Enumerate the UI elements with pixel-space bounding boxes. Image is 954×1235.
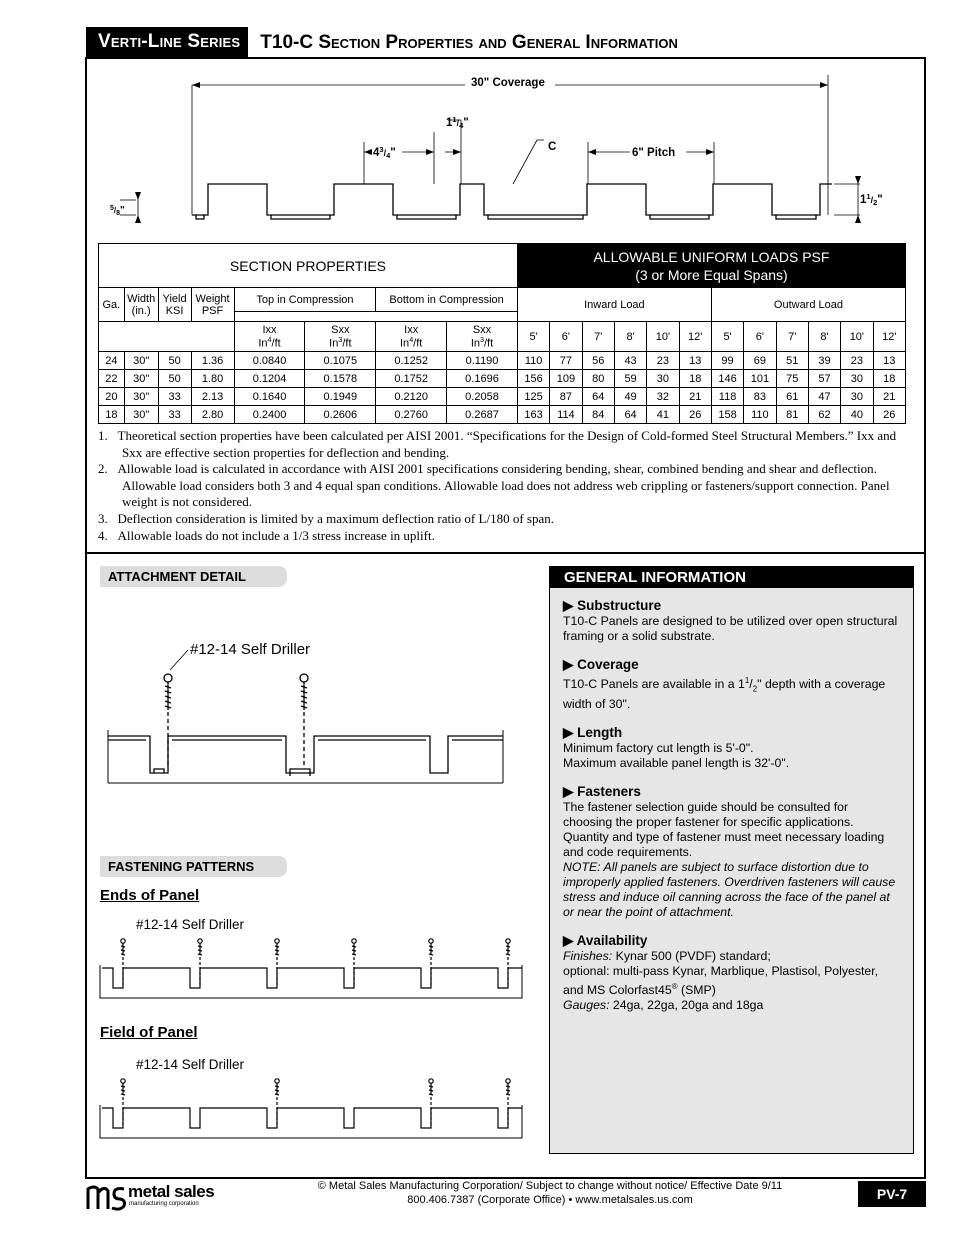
footnote: 1. Theoretical section properties have been calculated per AISI 2001. “Specifications for the Design of Cold-formed Steel Structural Members.” Ixx and Sxx are effective section properties for deflection and bending. bbox=[98, 428, 897, 460]
inward-span-header: 6' bbox=[550, 322, 582, 352]
footnote: 3. Deflection consideration is limited by a maximum deflection ratio of L/180 of span. bbox=[98, 510, 554, 526]
screw-icon bbox=[506, 1079, 510, 1125]
cell-outward-load: 69 bbox=[744, 352, 776, 370]
col-inward-load: Inward Load bbox=[517, 288, 711, 322]
screw-icon bbox=[198, 939, 202, 985]
general-information-panel bbox=[549, 566, 914, 1154]
inward-span-header: 8' bbox=[614, 322, 646, 352]
cell-ga: 20 bbox=[99, 388, 125, 406]
col-weight: Weight PSF bbox=[191, 288, 234, 322]
arrow-icon: ▶ bbox=[563, 598, 574, 613]
cell-inward-load: 163 bbox=[517, 406, 549, 424]
gauges-text: Gauges: 24ga, 22ga, 20ga and 18ga bbox=[563, 997, 764, 1012]
cell-inward-load: 26 bbox=[679, 406, 711, 424]
cell-inward-load: 49 bbox=[614, 388, 646, 406]
finishes-text: Finishes: Kynar 500 (PVDF) standard; bbox=[563, 948, 771, 963]
field-of-panel-drawing bbox=[98, 1075, 528, 1145]
centerline-label: C bbox=[548, 141, 557, 153]
cell-inward-load: 156 bbox=[517, 370, 549, 388]
cell-outward-load: 30 bbox=[841, 370, 873, 388]
col-top-compression: Top in Compression bbox=[234, 288, 376, 312]
cell-weight: 1.80 bbox=[191, 370, 234, 388]
cell-inward-load: 13 bbox=[679, 352, 711, 370]
cell-top-sxx: 0.1949 bbox=[305, 388, 376, 406]
substructure-heading: ▶ Substructure bbox=[563, 598, 662, 613]
allowable-loads-heading: ALLOWABLE UNIFORM LOADS PSF (3 or More Equal Spans) bbox=[517, 244, 905, 288]
cell-outward-load: 13 bbox=[873, 352, 905, 370]
ends-of-panel-drawing bbox=[98, 935, 528, 1005]
cell-outward-load: 75 bbox=[776, 370, 808, 388]
screw-icon bbox=[275, 1079, 279, 1125]
rib-top-dim-label: $1^1_/4$" bbox=[446, 115, 469, 130]
contact-text: 800.406.7387 (Corporate Office) • www.metalsales.us.com bbox=[407, 1193, 693, 1206]
cell-outward-load: 57 bbox=[808, 370, 840, 388]
cell-inward-load: 56 bbox=[582, 352, 614, 370]
cell-yield: 33 bbox=[158, 388, 191, 406]
length-max-text: Maximum available panel length is 32'-0". bbox=[563, 755, 790, 770]
cell-outward-load: 62 bbox=[808, 406, 840, 424]
cell-outward-load: 51 bbox=[776, 352, 808, 370]
section-divider bbox=[85, 552, 926, 554]
cell-bottom-sxx: 0.2687 bbox=[447, 406, 518, 424]
cell-bottom-ixx: 0.2760 bbox=[376, 406, 447, 424]
section-properties-table bbox=[98, 243, 906, 424]
cell-outward-load: 18 bbox=[873, 370, 905, 388]
copyright-text: © Metal Sales Manufacturing Corporation/ Subject to change without notice/ Effective Date 9/11 bbox=[317, 1180, 783, 1192]
cell-inward-load: 114 bbox=[550, 406, 582, 424]
cell-inward-load: 125 bbox=[517, 388, 549, 406]
cell-outward-load: 101 bbox=[744, 370, 776, 388]
screw-icon bbox=[300, 674, 308, 768]
outward-span-header: 8' bbox=[808, 322, 840, 352]
outward-span-header: 5' bbox=[711, 322, 743, 352]
general-information-heading: GENERAL INFORMATION bbox=[550, 567, 913, 588]
cell-outward-load: 83 bbox=[744, 388, 776, 406]
ms-logo-icon bbox=[86, 1183, 126, 1211]
cell-outward-load: 81 bbox=[776, 406, 808, 424]
cell-inward-load: 32 bbox=[647, 388, 679, 406]
footer-info bbox=[300, 1180, 800, 1207]
cell-inward-load: 23 bbox=[647, 352, 679, 370]
footnote: 2. Allowable load is calculated in accordance with AISI 2001 specifications considering bending, shear, combined bending and shear and deflection. Allowable load considers both 3 and 4 equal span conditions. Allowable load does not address web crippling or fasteners/support connection. Panel weight is not considered. bbox=[98, 461, 890, 510]
support-line bbox=[100, 1105, 522, 1138]
cell-top-ixx: 0.0840 bbox=[234, 352, 305, 370]
inward-span-header: 7' bbox=[582, 322, 614, 352]
cell-inward-load: 64 bbox=[614, 406, 646, 424]
cell-outward-load: 158 bbox=[711, 406, 743, 424]
rib-width-dim-label: $4^3_/4$" bbox=[373, 145, 396, 160]
cell-weight: 2.80 bbox=[191, 406, 234, 424]
length-heading: ▶ Length bbox=[563, 724, 623, 740]
cell-weight: 2.13 bbox=[191, 388, 234, 406]
screw-icon bbox=[275, 939, 279, 985]
pitch-dim-label: 6" Pitch bbox=[632, 147, 676, 159]
cell-inward-load: 59 bbox=[614, 370, 646, 388]
arrow-icon: ▶ bbox=[563, 783, 574, 799]
cell-outward-load: 30 bbox=[841, 388, 873, 406]
inward-span-header: 10' bbox=[647, 322, 679, 352]
cell-outward-load: 110 bbox=[744, 406, 776, 424]
cell-top-sxx: 0.1578 bbox=[305, 370, 376, 388]
top-ixx-header: Ixx In$^4$/ft bbox=[234, 322, 305, 352]
coverage-text: T10-C Panels are available in a $1^1/_2$" depth with a coverage width of 30". bbox=[563, 676, 886, 711]
cell-yield: 50 bbox=[158, 370, 191, 388]
cell-outward-load: 21 bbox=[873, 388, 905, 406]
cell-ga: 24 bbox=[99, 352, 125, 370]
top-sxx-header: Sxx In$^3$/ft bbox=[305, 322, 376, 352]
fasteners-heading: ▶ Fasteners bbox=[563, 783, 641, 799]
col-bottom-compression: Bottom in Compression bbox=[376, 288, 518, 312]
cell-top-sxx: 0.1075 bbox=[305, 352, 376, 370]
cell-bottom-sxx: 0.1696 bbox=[447, 370, 518, 388]
cell-outward-load: 47 bbox=[808, 388, 840, 406]
fasteners-text: The fastener selection guide should be consulted for choosing the proper fastener for specific applications. Quantity and type of fastener must meet necessary loading and code requirements. bbox=[563, 799, 885, 859]
cell-width: 30" bbox=[124, 406, 158, 424]
col-ga: Ga. bbox=[99, 288, 125, 322]
cell-width: 30" bbox=[124, 370, 158, 388]
cell-inward-load: 80 bbox=[582, 370, 614, 388]
cell-inward-load: 84 bbox=[582, 406, 614, 424]
substructure-text: T10-C Panels are designed to be utilized over open structural framing or a solid substrate. bbox=[563, 614, 898, 643]
ends-fastener-label: #12-14 Self Driller bbox=[136, 917, 245, 932]
footnotes bbox=[98, 428, 898, 544]
metal-sales-logo: metal sales manufacturing corporation bbox=[86, 1183, 246, 1213]
cell-inward-load: 110 bbox=[517, 352, 549, 370]
cell-bottom-ixx: 0.1252 bbox=[376, 352, 447, 370]
footnote: 4. Allowable loads do not include a 1/3 stress increase in uplift. bbox=[98, 527, 435, 543]
cell-bottom-sxx: 0.2058 bbox=[447, 388, 518, 406]
cell-inward-load: 64 bbox=[582, 388, 614, 406]
coverage-heading: ▶ Coverage bbox=[563, 657, 639, 672]
cell-inward-load: 18 bbox=[679, 370, 711, 388]
availability-heading: ▶ Availability bbox=[563, 932, 648, 948]
cell-top-sxx: 0.2606 bbox=[305, 406, 376, 424]
panel-profile-line bbox=[192, 184, 832, 215]
length-min-text: Minimum factory cut length is 5'-0". bbox=[563, 740, 754, 755]
bottom-ixx-header: Ixx In$^4$/ft bbox=[376, 322, 447, 352]
section-properties-heading: SECTION PROPERTIES bbox=[99, 244, 518, 288]
field-of-panel-title: Field of Panel bbox=[100, 1024, 198, 1041]
table-body bbox=[99, 352, 906, 424]
cell-outward-load: 39 bbox=[808, 352, 840, 370]
cell-ga: 18 bbox=[99, 406, 125, 424]
cell-yield: 33 bbox=[158, 406, 191, 424]
table-row bbox=[99, 352, 906, 370]
cell-weight: 1.36 bbox=[191, 352, 234, 370]
fasteners-note: NOTE: All panels are subject to surface distortion due to improperly applied fasteners. Overdriven fasteners will cause stress and induce oil canning across the face of the panel at or near the point of attachment. bbox=[563, 859, 896, 919]
panel-profile-line bbox=[102, 968, 522, 988]
cell-outward-load: 61 bbox=[776, 388, 808, 406]
screw-icon bbox=[429, 1079, 433, 1125]
support-line bbox=[100, 965, 522, 998]
cell-top-ixx: 0.2400 bbox=[234, 406, 305, 424]
cell-top-ixx: 0.1640 bbox=[234, 388, 305, 406]
table-row bbox=[99, 406, 906, 424]
cell-width: 30" bbox=[124, 388, 158, 406]
screw-icon bbox=[352, 939, 356, 985]
screw-icon bbox=[121, 1079, 125, 1125]
inward-span-header: 12' bbox=[679, 322, 711, 352]
panel-profile-diagram bbox=[100, 70, 900, 235]
cell-inward-load: 87 bbox=[550, 388, 582, 406]
cell-top-ixx: 0.1204 bbox=[234, 370, 305, 388]
col-width: Width (in.) bbox=[124, 288, 158, 322]
coverage-dim-label: 30" Coverage bbox=[471, 77, 545, 89]
cell-bottom-sxx: 0.1190 bbox=[447, 352, 518, 370]
cell-bottom-ixx: 0.1752 bbox=[376, 370, 447, 388]
col-yield: Yield KSI bbox=[158, 288, 191, 322]
lip-dim-label: $^5_{/8}$" bbox=[110, 205, 125, 217]
cell-inward-load: 109 bbox=[550, 370, 582, 388]
attachment-detail-heading: ATTACHMENT DETAIL bbox=[100, 566, 287, 587]
page-title: T10-C Section Properties and General Information bbox=[260, 32, 678, 53]
cell-inward-load: 41 bbox=[647, 406, 679, 424]
cell-outward-load: 26 bbox=[873, 406, 905, 424]
cell-ga: 22 bbox=[99, 370, 125, 388]
outward-span-header: 7' bbox=[776, 322, 808, 352]
bottom-sxx-header: Sxx In$^3$/ft bbox=[447, 322, 518, 352]
cell-outward-load: 23 bbox=[841, 352, 873, 370]
outward-span-header: 12' bbox=[873, 322, 905, 352]
ends-of-panel-title: Ends of Panel bbox=[100, 887, 200, 904]
cell-yield: 50 bbox=[158, 352, 191, 370]
panel-profile-line bbox=[102, 1108, 522, 1128]
cell-inward-load: 43 bbox=[614, 352, 646, 370]
page-header bbox=[86, 27, 678, 57]
inward-span-header: 5' bbox=[517, 322, 549, 352]
col-outward-load: Outward Load bbox=[711, 288, 905, 322]
cell-bottom-ixx: 0.2120 bbox=[376, 388, 447, 406]
cell-inward-load: 21 bbox=[679, 388, 711, 406]
field-fastener-label: #12-14 Self Driller bbox=[136, 1057, 245, 1072]
attachment-detail-drawing bbox=[100, 638, 510, 798]
cell-outward-load: 118 bbox=[711, 388, 743, 406]
table-row bbox=[99, 370, 906, 388]
screw-icon bbox=[429, 939, 433, 985]
table-row bbox=[99, 388, 906, 406]
arrow-icon: ▶ bbox=[563, 724, 574, 740]
cell-inward-load: 30 bbox=[647, 370, 679, 388]
optional-finishes-text: optional: multi-pass Kynar, Marblique, Plastisol, Polyester, and MS Colorfast45® (SMP) bbox=[563, 963, 879, 997]
arrow-icon: ▶ bbox=[563, 657, 574, 672]
cell-inward-load: 77 bbox=[550, 352, 582, 370]
outward-span-header: 6' bbox=[744, 322, 776, 352]
fastening-patterns-heading: FASTENING PATTERNS bbox=[100, 856, 287, 877]
cell-outward-load: 40 bbox=[841, 406, 873, 424]
attachment-fastener-label: #12-14 Self Driller bbox=[190, 641, 311, 658]
page-number: PV-7 bbox=[858, 1181, 926, 1207]
depth-dim-label: $1^1_/2$" bbox=[860, 192, 883, 207]
cell-outward-load: 99 bbox=[711, 352, 743, 370]
cell-width: 30" bbox=[124, 352, 158, 370]
arrow-icon: ▶ bbox=[563, 932, 574, 948]
screw-icon bbox=[121, 939, 125, 985]
screw-icon bbox=[506, 939, 510, 985]
series-badge: Verti-Line Series bbox=[86, 27, 248, 57]
cell-outward-load: 146 bbox=[711, 370, 743, 388]
outward-span-header: 10' bbox=[841, 322, 873, 352]
